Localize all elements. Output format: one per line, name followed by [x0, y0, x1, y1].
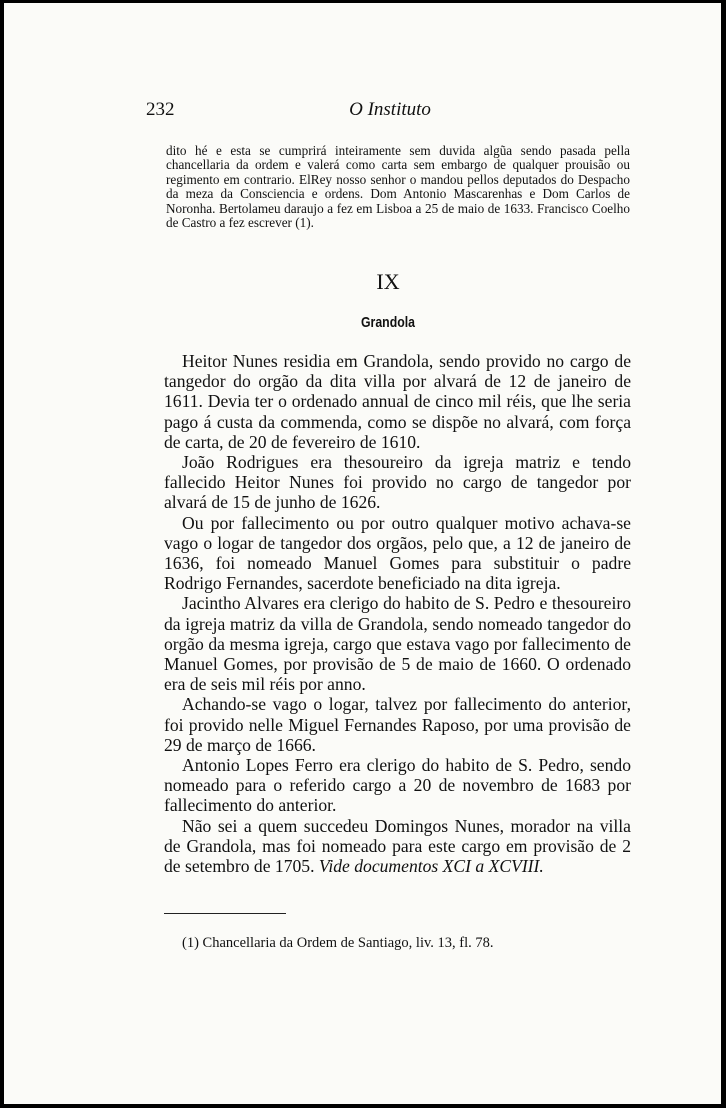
previous-document-paragraph: dito hé e esta se cumprirá inteiramente sem duvida algũa sendo pasada pella chancellaria da ordem e valerá como carta sem embargo de qualquer prouisão ou regimento em contrario. ElRey nosso senhor o mandou pellos deputados do Despacho da meza da Consciencia e ordens. Dom Antonio Mascarenhas e Dom Carlos de Noronha. Bertolameu daraujo a fez em Lisboa a 25 de maio de 1633. Francisco Coelho de Castro a fez escrever (1).	[166, 143, 630, 231]
section-title: Grandola	[360, 314, 415, 331]
paragraph: Antonio Lopes Ferro era clerigo do habito de S. Pedro, sendo nomeado para o referido cargo a 20 de novembro de 1683 por fallecimento do anterior.	[164, 755, 631, 816]
page-number: 232	[146, 99, 175, 120]
document-reference: Vide documentos XCI a XCVIII.	[318, 856, 544, 877]
footnote-divider	[164, 913, 286, 914]
previous-document-ending	[166, 144, 630, 230]
footnote: (1) Chancellaria da Ordem de Santiago, liv. 13, fl. 78.	[182, 935, 494, 951]
paragraph: Heitor Nunes residia em Grandola, sendo provido no cargo de tangedor do orgão da dita villa por alvará de 12 de janeiro de 1611. Devia ter o ordenado annual de cinco mil réis, que lhe seria pago á custa da commenda, como se dispõe no alvará, com força de carta, de 20 de fevereiro de 1610.	[164, 351, 631, 452]
paragraph: João Rodrigues era thesoureiro da igreja matriz e tendo fallecido Heitor Nunes foi provido no cargo de tangedor por alvará de 15 de junho de 1626.	[164, 452, 631, 513]
paragraph: Jacintho Alvares era clerigo do habito de S. Pedro e thesoureiro da igreja matriz da villa de Grandola, sendo nomeado tangedor do orgão da mesma igreja, cargo que estava vago por fallecimento de Manuel Gomes, por provisão de 5 de maio de 1660. O ordenado era de seis mil réis por anno.	[164, 593, 631, 695]
page-header	[146, 99, 634, 125]
paragraph-last-text: Não sei a quem succedeu Domingos Nunes, morador na villa de Grandola, mas foi nomeado para este cargo em provisão de 2 de setembro de 1705.	[164, 815, 631, 877]
paragraph-last	[164, 816, 631, 877]
section-number: IX	[376, 269, 400, 294]
book-page	[4, 3, 721, 1104]
running-title: O Instituto	[349, 99, 431, 120]
paragraph: Ou por fallecimento ou por outro qualquer motivo achava-se vago o logar de tangedor dos orgãos, pelo que, a 12 de janeiro de 1636, foi nomeado Manuel Gomes para substituir o padre Rodrigo Fernandes, sacerdote beneficiado na dita igreja.	[164, 512, 631, 594]
body-text	[164, 351, 631, 876]
paragraph: Achando-se vago o logar, talvez por fallecimento do anterior, foi provido nelle Miguel Fernandes Raposo, por uma provisão de 29 de março de 1666.	[164, 694, 631, 755]
